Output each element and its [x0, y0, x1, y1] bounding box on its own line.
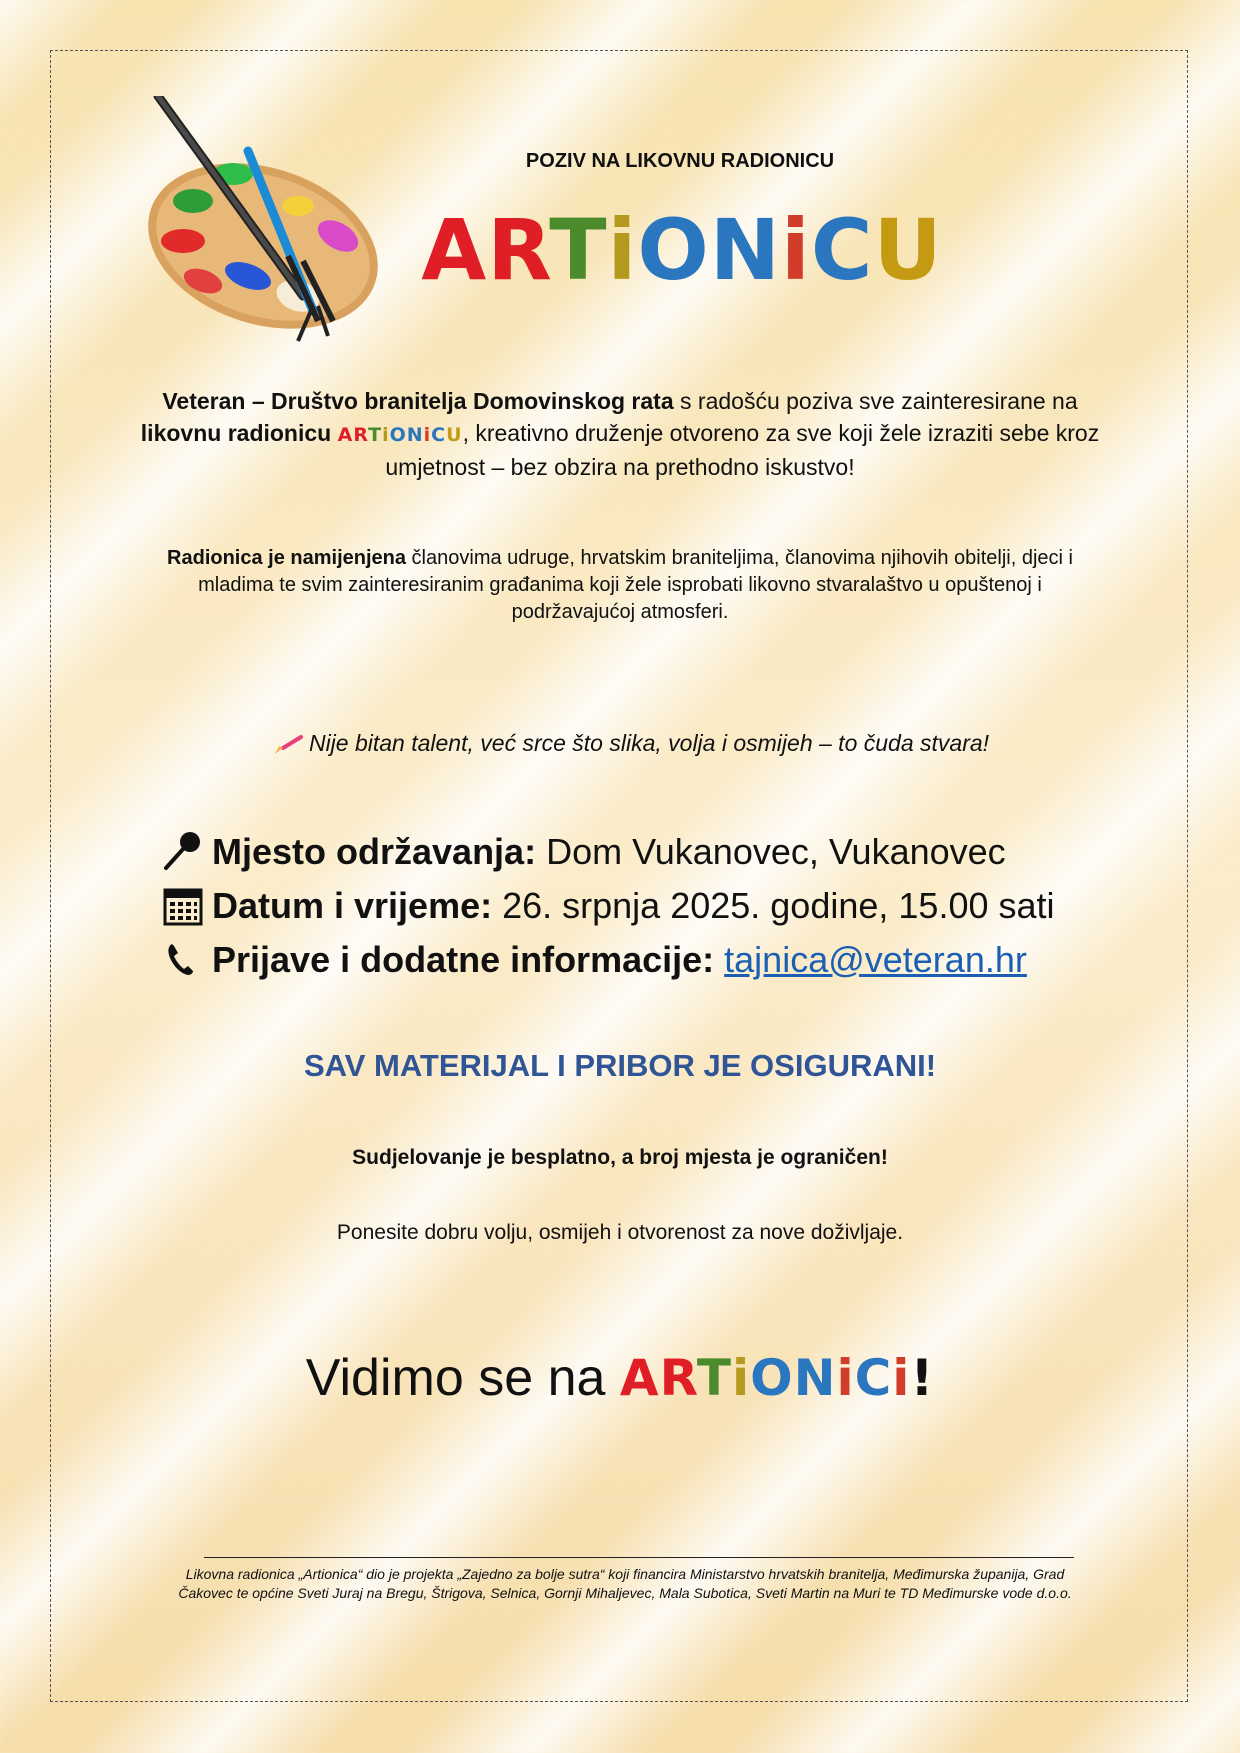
closing-letter: i	[892, 1349, 911, 1407]
brand-letter: T	[549, 201, 608, 299]
date-row	[162, 884, 1055, 927]
place-value: Dom Vukanovec, Vukanovec	[536, 831, 1006, 872]
place-label: Mjesto održavanja:	[212, 831, 537, 872]
intro-paragraph	[140, 385, 1100, 483]
audience-text: članovima udruge, hrvatskim braniteljima, članovima njihovih obitelji, djeci i mladima te svim zainteresiranim građanima koji žele isprobati likovno stvaralaštvo u opuštenoj i podržavajućoj atmosferi.	[198, 547, 1073, 623]
brand-letter: R	[487, 201, 550, 299]
date-label: Datum i vrijeme:	[212, 885, 493, 926]
footnote: Likovna radionica „Artionica“ dio je projekta „Zajedno za bolje sutra“ koji financira Ministarstvo hrvatskih branitelja, Međimurska županija, Grad Čakovec te općine Sveti Juraj na Bregu, Štrigova, Selnica, Gornji Mihaljevec, Mala Subotica, Sveti Martin na Muri te TD Međimurske vode d.o.o.	[178, 1566, 1072, 1601]
brand-letter: C	[810, 201, 874, 299]
calendar-icon	[162, 884, 204, 926]
place-row	[162, 830, 1006, 873]
organization-name: Veteran – Društvo branitelja Domovinskog rata	[162, 388, 674, 414]
brand-letter: U	[873, 201, 943, 299]
intro-text: s radošću poziva sve zainteresirane na	[673, 388, 1078, 414]
closing-suffix: !	[910, 1349, 935, 1407]
closing-letter: i	[836, 1349, 855, 1407]
inline-logo: ARTiONiCU	[337, 424, 463, 446]
motto-text: Nije bitan talent, već srce što slika, volja i osmijeh – to čuda stvara!	[308, 730, 990, 756]
brand-title	[62, 201, 1240, 299]
brand-letter: N	[709, 201, 782, 299]
intro-text: , kreativno druženje otvoreno za sve koji žele izraziti sebe kroz umjetnost – bez obzira na prethodno iskustvo!	[385, 420, 1100, 480]
audience-label: Radionica je namijenjena	[167, 547, 406, 569]
closing-letter: i	[731, 1349, 751, 1407]
closing-prefix: Vidimo se na	[305, 1349, 620, 1407]
paintbrush-icon	[271, 735, 305, 755]
workshop-label: likovnu radionicu	[140, 420, 332, 446]
contact-label: Prijave i dodatne informacije:	[212, 939, 715, 980]
date-value: 26. srpnja 2025. godine, 15.00 sati	[492, 885, 1055, 926]
motto-quote	[10, 730, 1240, 757]
closing-logo	[620, 1349, 911, 1407]
footnote-divider	[204, 1557, 1074, 1558]
brand-letter: i	[607, 201, 638, 299]
closing-letter: N	[793, 1349, 837, 1407]
closing-letter: O	[750, 1349, 794, 1407]
free-participation-note: Sudjelovanje je besplatno, a broj mjesta je ograničen!	[352, 1146, 888, 1169]
closing-letter: R	[659, 1349, 697, 1407]
brand-letter: A	[421, 201, 488, 299]
page-subtitle: POZIV NA LIKOVNU RADIONICU	[525, 150, 835, 172]
brand-letter: O	[637, 201, 710, 299]
materials-notice: SAV MATERIJAL I PRIBOR JE OSIGURANI!	[303, 1048, 937, 1083]
pin-icon	[162, 830, 204, 872]
brand-letter: i	[781, 201, 811, 299]
contact-email-link[interactable]: tajnica@veteran.hr	[724, 939, 1027, 980]
bring-note: Ponesite dobru volju, osmijeh i otvorenost za nove doživljaje.	[336, 1221, 904, 1244]
audience-paragraph	[160, 545, 1080, 626]
closing-letter: A	[619, 1349, 660, 1407]
phone-icon	[162, 938, 204, 980]
closing-letter: C	[854, 1349, 893, 1407]
closing-line	[0, 1348, 1240, 1408]
contact-row	[162, 938, 1027, 981]
closing-letter: T	[696, 1349, 732, 1407]
